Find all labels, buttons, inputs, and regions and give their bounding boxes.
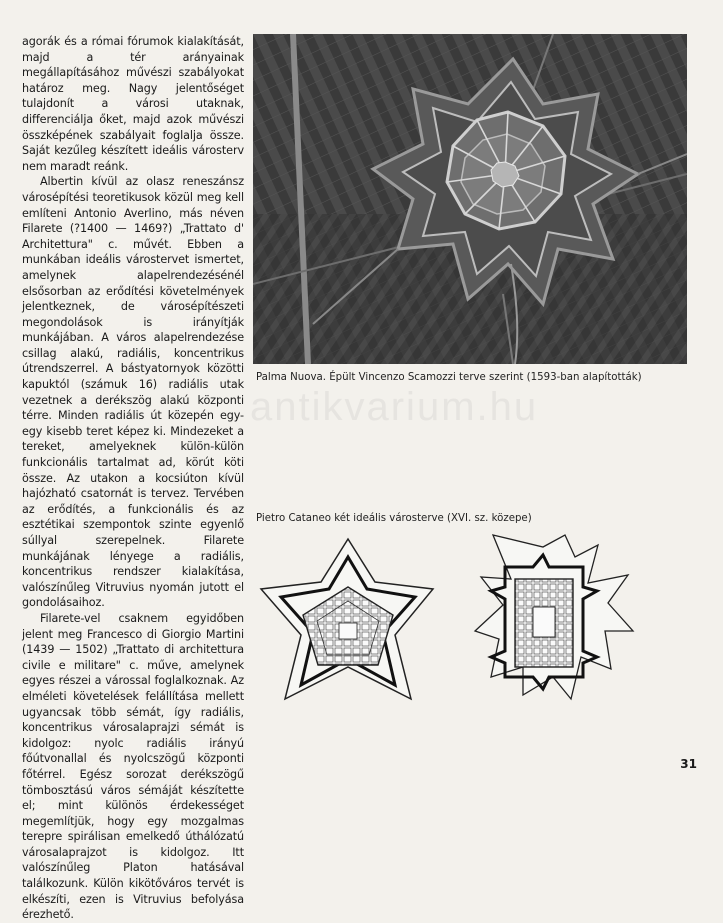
body-text-column xyxy=(22,34,244,923)
paragraph-2: Albertin kívül az olasz reneszánsz városépítési teoretikusok közül meg kell említeni Antonio Averlino, más néven Filarete (?1400 — 1469?) „Trattato d' Architettura" c. művét. Ebben a munkában ideális várostervet ismertet, amelynek alapelrendezésénél elsősorban az erődítési követelmények jelentkeznek, de városépítészeti megondolások is irányítják munkájában. A város alapelrendezése csillag alakú, radiális, koncentrikus útrendszerrel. A bástyatornyok közötti kapuktól (számuk 16) radiális utak vezetnek a derékszög alakú központi térre. Minden radiális út közepén egy-egy kisebb teret képez ki. Mindezeket a tereket, amelyeknek külön-külön funkcionális tartalmat ad, körút köti össze. Az utakon a kocsiúton kívül hajózható csatornát is tervez. Tervében az erődítés, a funkcionális és az esztétikai szempontok szinte egyenlő súllyal szerepelnek. Filarete munkájának lényege a radiális, koncentrikus rendszer kialakítása, valószínűleg Vitruvius nyomán jutott el gondolásaihoz. xyxy=(22,175,244,610)
paragraph-1: agorák és a római fórumok kialakítását, majd a tér arányainak megállapításához művészi szabályokat határoz meg. Nagy jelentőséget tulajdonít a városi utaknak, differenciálja őket, majd azok művészi összképének szabályait foglalja össze. Saját kezűleg készített ideális városterv nem maradt reánk. xyxy=(22,35,244,173)
watermark: antikvarium.hu xyxy=(250,385,539,429)
photo-caption: Palma Nuova. Épült Vincenzo Scamozzi terve szerint (1593-ban alapították) xyxy=(256,372,642,383)
page-number: 31 xyxy=(680,757,697,771)
cataneo-plans-figure xyxy=(253,527,693,737)
palma-nuova-aerial-photo xyxy=(253,34,687,364)
plans-caption: Pietro Cataneo két ideális városterve (XVI. sz. közepe) xyxy=(256,513,532,524)
paragraph-3: Filarete-vel csaknem egyidőben jelent meg Francesco di Giorgio Martini (1439 — 1502) „Trattato di architettura civile e militare" c. műve, amelynek egyes részei a várossal foglalkoznak. Az elméleti követelések felállítása mellett ugyancsak több sémát, így radiális, koncentrikus városalaprajzi sémát is kidolgoz: nyolc radiális irányú főútvonallal és nyolcszögű központi főtérrel. Egész sorozat derékszögű tömbosztású város sémáját készítette el; mint különös érdekességet megemlítjük, hogy egy mozgalmas terepre spirálisan emelkedő úthálózatú városalaprajzot is kidolgoz. Itt valószínűleg Platon hatásával találkozunk. Külön kikötőváros tervét is elkészíti, ezen is Vitruvius befolyása érezhető. xyxy=(22,611,244,922)
square-bastion-plan xyxy=(475,535,633,699)
pentagon-star-plan xyxy=(261,539,433,699)
